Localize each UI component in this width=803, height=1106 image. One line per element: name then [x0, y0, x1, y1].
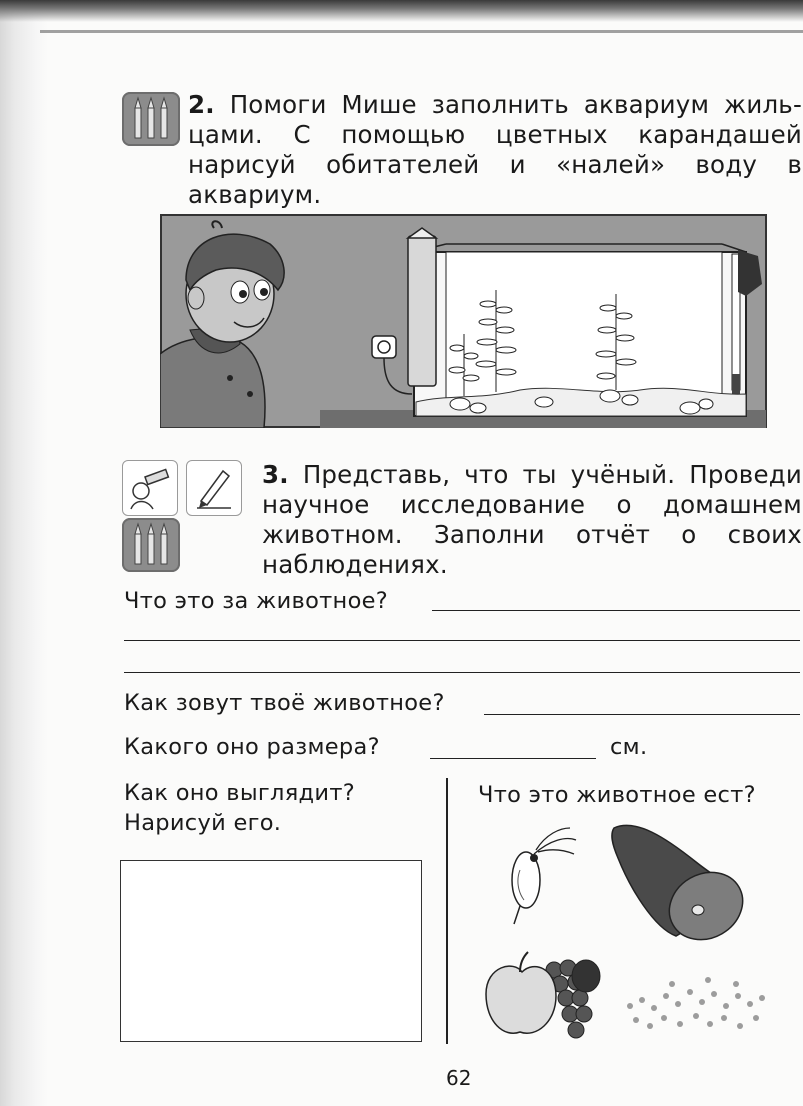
answer-line[interactable]: [484, 714, 800, 715]
question-appearance-line: Как оно выглядит?: [124, 780, 355, 806]
size-answer-line[interactable]: [430, 758, 596, 759]
question-appearance: [124, 778, 355, 838]
task-3-line: научное исследование о домашнем: [262, 490, 802, 519]
question-animal-name: Как зовут твоё животное?: [124, 690, 445, 716]
telescope-icon: [122, 460, 178, 516]
book-binding-shadow: [0, 0, 48, 1106]
task-3-line: животном. Заполни отчёт о своих: [262, 520, 802, 549]
question-food: Что это животное ест?: [478, 782, 756, 808]
task-3-line: наблюдениях.: [262, 550, 448, 579]
task-3-text: [262, 460, 802, 580]
pencil-icon: [186, 460, 242, 516]
answer-line[interactable]: [124, 672, 800, 673]
page-number: 62: [446, 1066, 472, 1090]
question-what-animal: Что это за животное?: [124, 588, 389, 614]
ham-picture: [606, 818, 754, 942]
question-size: Какого оно размера?: [124, 734, 380, 760]
task-2-number: 2.: [188, 90, 215, 119]
task-2-line: цами. С помощью цветных карандашей: [188, 120, 802, 149]
grain-seeds-picture: [620, 966, 770, 1050]
daphnia-picture: [490, 820, 580, 930]
question-appearance-line: Нарисуй его.: [124, 810, 282, 836]
pencils-icon: [122, 92, 180, 146]
column-divider: [446, 778, 448, 1044]
answer-line[interactable]: [124, 640, 800, 641]
drawing-box[interactable]: [120, 860, 422, 1042]
pencils-icon: [122, 518, 180, 572]
answer-line[interactable]: [432, 610, 800, 611]
page-top-edge: [0, 0, 803, 22]
task-2-line: аквариум.: [188, 180, 322, 209]
task-3-number: 3.: [262, 460, 289, 489]
page-top-line: [40, 30, 803, 33]
task-3-line: Представь, что ты учёный. Проведи: [302, 460, 802, 489]
task-2-line: нарисуй обитателей и «налей» воду в: [188, 150, 802, 179]
size-unit: см.: [610, 734, 648, 760]
task-2-text: [188, 90, 802, 210]
fruit-picture: [480, 946, 602, 1046]
aquarium-illustration: [160, 214, 767, 428]
task-2-line: Помоги Мише заполнить аквариум жиль-: [229, 90, 802, 119]
